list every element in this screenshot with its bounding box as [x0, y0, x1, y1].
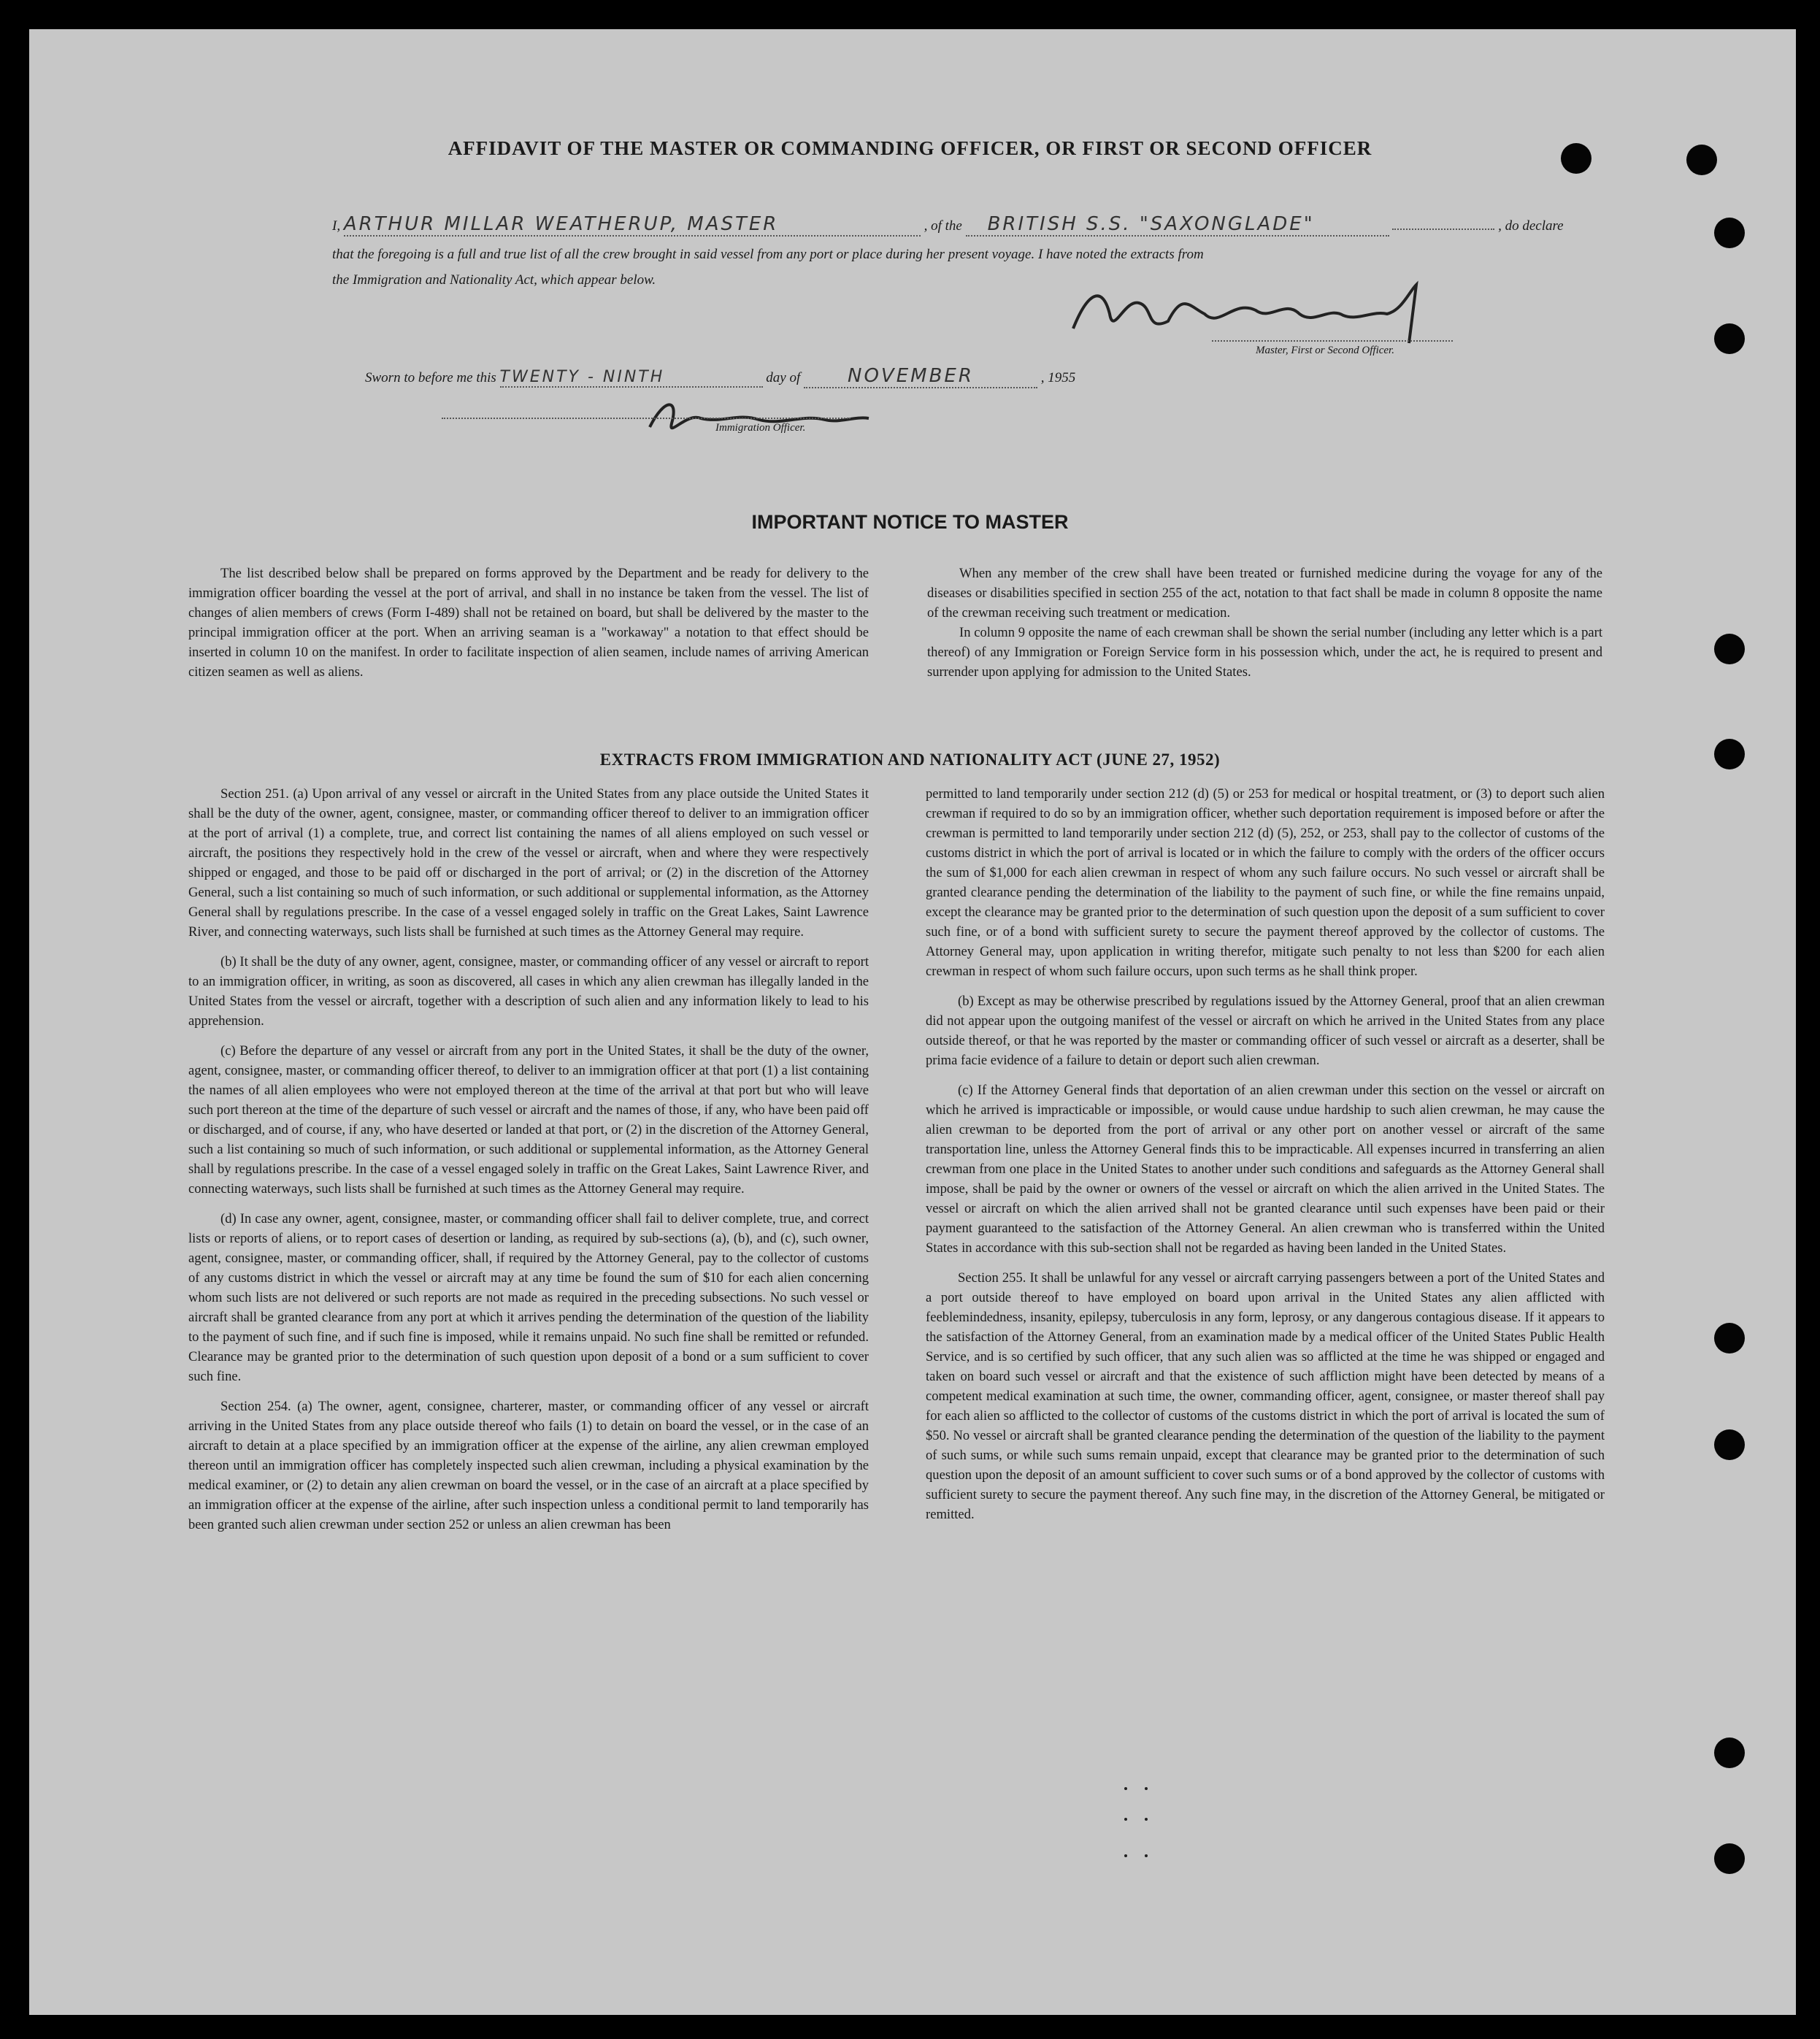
notice-left-column [188, 564, 869, 692]
binder-hole [1714, 1737, 1745, 1768]
sworn-text: Sworn to before me this [365, 370, 496, 385]
notice-title: IMPORTANT NOTICE TO MASTER [751, 511, 1069, 533]
ellipsis-dot [1145, 1818, 1148, 1821]
extracts-title: EXTRACTS FROM IMMIGRATION AND NATIONALITY ACT (JUNE 27, 1952) [599, 750, 1221, 769]
master-name: ARTHUR MILLAR WEATHERUP, MASTER [343, 213, 779, 235]
binder-hole [1714, 634, 1745, 664]
declaration-line-3: the Immigration and Nationality Act, which appear below. [332, 272, 656, 288]
ellipsis-dot [1124, 1854, 1127, 1857]
section-254a: Section 254. (a) The owner, agent, consignee, charterer, master, or commanding officer of any vessel or aircraft arriving in the United States from any place outside thereof who fails (1) to detain on board the vessel, or in the case of an aircraft to detain at a place specified by an immigration officer at the expense of the airline, any alien crewman employed thereon until an immigration officer has completely inspected such alien crewman, including a physical examination by the medical examiner, or (2) to detain any alien crewman on board the vessel, or in the case of an aircraft at a place specified by an immigration officer at the expense of the airline, after such inspection unless a conditional permit to land temporarily has been granted such alien crewman under section 252 or unless an alien crewman has been [188, 1399, 869, 1532]
master-signature-line [1212, 340, 1453, 342]
section-254b: (b) Except as may be otherwise prescribed by regulations issued by the Attorney General, proof that an alien crewman did not appear upon the outgoing manifest of the vessel or aircraft on which he arrived in the United States from any place outside thereof, or that he was reported by the master or commanding officer of such vessel or aircraft as a deserter, shall be prima facie evidence of a failure to detain or deport such alien crewman. [926, 994, 1605, 1068]
section-255: Section 255. It shall be unlawful for any vessel or aircraft carrying passengers between a port of the United States and a port outside thereof to have employed on board upon arrival in the United States any alien afflicted with feeblemindedness, insanity, epilepsy, tuberculosis in any form, leprosy, or any dangerous contagious disease. If it appears to the satisfaction of the Attorney General, from an examination made by a medical officer of the United States Public Health Service, and is so certified by such officer, that any such alien was so afflicted at the time he was shipped or engaged and taken on board such vessel or aircraft and that the existence of such affliction might have been detected by means of a competent medical examination at such time, the owner, commanding officer, agent, consignee, or master thereof shall pay for each alien so afflicted to the collector of customs of the customs district in which the port of arrival is located the sum of $50. No vessel or aircraft shall be granted clearance pending the determination of the question of the liability to the payment of such sums, or while such sums remain unpaid, except that clearance may be granted prior to the determination of such question upon the deposit of an amount sufficient to cover such sums or of a bond approved by the collector of customs with sufficient surety to secure the payment thereof. Any such fine may, in the discretion of the Attorney General, be mitigated or remitted. [926, 1270, 1605, 1522]
do-declare-text: , do declare [1498, 218, 1564, 234]
binder-hole [1714, 1323, 1745, 1353]
binder-hole [1714, 218, 1745, 248]
officer-label: Immigration Officer. [715, 422, 806, 434]
ellipsis-dot [1124, 1818, 1127, 1821]
of-the-text: , of the [924, 218, 962, 234]
section-251c: (c) Before the departure of any vessel or aircraft from any port in the United States, it shall be the duty of the owner, agent, consignee, master, or commanding officer thereof, to deliver to an immigration officer at that port (1) a list containing the names of all alien employees who were not employed thereon at the time of the arrival at that port but who will leave such port thereon at the time of the departure of such vessel or aircraft and the names of those, if any, who have been paid off or discharged, and of course, if any, who have deserted or landed at that port, or (2) in the discretion of the Attorney General, such a list containing so much of such information, or such additional or supplemental information, as the Attorney General shall by regulations prescribe. In the case of a vessel engaged solely in traffic on the Great Lakes, Saint Lawrence River, and connecting waterways, such lists shall be furnished at such times as the Attorney General may require. [188, 1043, 869, 1197]
sworn-month: NOVEMBER [848, 365, 974, 387]
extracts-right-column [926, 784, 1605, 1535]
notice-left-paragraph: The list described below shall be prepared on forms approved by the Department and be ready for delivery to the immigration officer boarding the vessel at the port of arrival, and shall in no instance be taken from the vessel. The list of changes of alien members of crews (Form I-489) shall not be retained on board, but shall be delivered by the master to the principal immigration officer at the port. When an arriving seaman is a "workaway" a notation to that effect should be inserted in column 10 on the manifest. In order to facilitate inspection of alien seamen, include names of arriving American citizen seamen as well as aliens. [188, 566, 869, 680]
section-251d: (d) In case any owner, agent, consignee, master, or commanding officer shall fail to deliver complete, true, and correct lists or reports of aliens, or to report cases of desertion or landing, as required by sub-sections (a), (b), and (c), such owner, agent, consignee, master, or commanding officer, shall, if required by the Attorney General, pay to the collector of customs of any customs district in which the vessel or aircraft may at any time be found the sum of $10 for each alien concerning whom such lists are not delivered or such reports are not made as required in the preceding subsections. No such vessel or aircraft shall be granted clearance from any port at which it arrives pending the determination of the question of the liability to the payment of such fine, and if such fine is imposed, while it remains unpaid. No such fine shall be remitted or refunded. Clearance may be granted prior to the determination of such question upon deposit of a bond or a sum sufficient to cover such fine. [188, 1211, 869, 1384]
sworn-line [365, 365, 1075, 388]
notice-right-paragraph-1: When any member of the crew shall have been treated or furnished medicine during the voyage for any of the diseases or disabilities specified in section 255 of the act, notation to that fact shall be made in column 8 opposite the name of the crewman receiving such treatment or medication. [927, 566, 1602, 621]
officer-signature-line [442, 418, 851, 419]
sworn-day: TWENTY - NINTH [499, 368, 665, 386]
section-254c: (c) If the Attorney General finds that deportation of an alien crewman under this section on the vessel or aircraft on which he arrived is impracticable or impossible, or would cause undue hardship to such alien crewman, he may cause the alien crewman to be deported from the port of arrival or any other port on another vessel or aircraft of the same transportation line, unless the Attorney General finds this to be impracticable. All expenses incurred in transferring an alien crewman from one place in the United States to another under such conditions and safeguards as the Attorney General shall impose, shall be paid by the owner or owners of the vessel or aircraft on which the alien arrived in the United States. The vessel or aircraft on which the alien arrived shall not be granted clearance until such expenses have been paid or their payment guaranteed to the satisfaction of the Attorney General. An alien crewman who is transferred within the United States in accordance with this sub-section shall not be regarded as having been landed in the United States. [926, 1083, 1605, 1256]
declaration-line-2: that the foregoing is a full and true list of all the crew brought in said vessel from any port or place during her present voyage. I have noted the extracts from [332, 247, 1204, 262]
notice-right-paragraph-2: In column 9 opposite the name of each crewman shall be shown the serial number (including any letter which is a part thereof) of any Immigration or Foreign Service form in his possession which, under the act, he is required to present and surrender upon applying for admission to the United States. [927, 625, 1602, 680]
master-label: Master, First or Second Officer. [1256, 345, 1394, 356]
declaration-line [332, 213, 1564, 237]
intro-text: I, [332, 218, 341, 234]
ellipsis-dot [1124, 1787, 1127, 1790]
binder-hole [1714, 1843, 1745, 1874]
extracts-left-column [188, 784, 869, 1545]
ellipsis-dot [1145, 1787, 1148, 1790]
sworn-year: , 1955 [1040, 370, 1076, 385]
master-signature [1059, 270, 1438, 350]
section-254a-continued: permitted to land temporarily under section 212 (d) (5) or 253 for medical or hospital treatment, or (3) to deport such alien crewman if required to do so by an immigration officer, whether such deportation requirement is imposed before or after the crewman is permitted to land temporarily under section 212 (d) (5), 252, or 253, shall pay to the collector of customs of the customs district in which the port of arrival is located or in which the failure to comply with the orders of the officer occurs the sum of $1,000 for each alien crewman in respect of whom any such failure occurs. No such vessel or aircraft shall be granted clearance pending the determination of the liability to the payment of such fine, or while the fine remains unpaid, except the clearance may be granted prior to the determination of such question upon the deposit of a sum sufficient to cover such fine, or of a bond with sufficient surety to secure the payment thereof approved by the collector of customs. The Attorney General may, upon application in writing therefor, mitigate such penalty to not less than $200 for each alien crewman in respect of whom such failure occurs, upon such terms as he shall think proper. [926, 786, 1605, 979]
section-251a: Section 251. (a) Upon arrival of any vessel or aircraft in the United States from any place outside the United States it shall be the duty of the owner, agent, consignee, master, or commanding officer thereof to deliver to an immigration officer at the port of arrival (1) a complete, true, and correct list containing the names of all aliens employed on such vessel or aircraft, the positions they respectively hold in the crew of the vessel or aircraft, when and where they were respectively shipped or engaged, and those to be paid off or discharged in the port of arrival; or (2) in the discretion of the Attorney General, such a list containing so much of such information, or such additional or supplemental information, as the Attorney General shall by regulations prescribe. In the case of a vessel engaged solely in traffic on the Great Lakes, Saint Lawrence River, and connecting waterways, such lists shall be furnished at such times as the Attorney General may require. [188, 786, 869, 940]
binder-hole [1714, 323, 1745, 354]
day-of-text: day of [766, 370, 801, 385]
notice-right-column [927, 564, 1602, 692]
affidavit-title: AFFIDAVIT OF THE MASTER OR COMMANDING OFFICER, OR FIRST OR SECOND OFFICER [448, 137, 1372, 159]
section-251b: (b) It shall be the duty of any owner, agent, consignee, master, or commanding officer of any vessel or aircraft to report to an immigration officer, in writing, as soon as discovered, all cases in which any alien crewman has illegally landed in the United States from the vessel or aircraft, together with a description of such alien and any information likely to lead to his apprehension. [188, 954, 869, 1029]
binder-hole [1714, 1429, 1745, 1460]
vessel-name: BRITISH S.S. "SAXONGLADE" [987, 213, 1315, 235]
ellipsis-dot [1145, 1854, 1148, 1857]
